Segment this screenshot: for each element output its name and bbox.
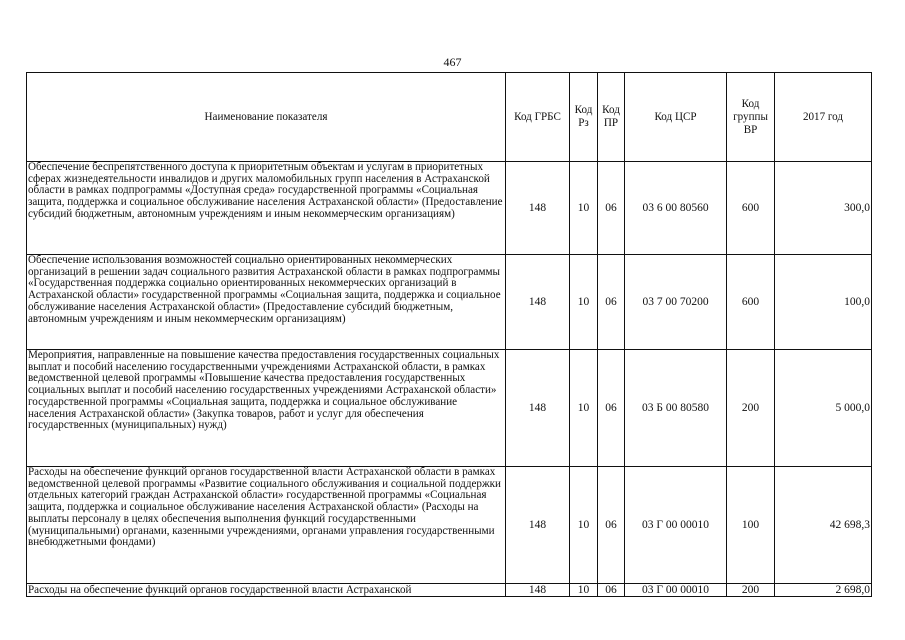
row-vr: 200 [727, 584, 775, 597]
row-amount: 5 000,0 [775, 350, 872, 467]
table-row [27, 162, 872, 255]
row-name: Обеспечение использования возможностей социально ориентированных некоммерческих организаций в решении задач социального развития Астраханской области в рамках подпрограммы «Государственная поддержка социально ориентированных некоммерческих организаций в Астраханской области» государственной программы «Социальная защита, поддержка и социальное обслуживание населения Астраханской области» (Предоставление субсидий бюджетным, автономным учреждениям и иным некоммерческим организациям) [27, 255, 506, 350]
table-row [27, 584, 872, 597]
row-csr: 03 Г 00 00010 [625, 467, 727, 584]
row-rz: 10 [570, 467, 598, 584]
row-amount: 100,0 [775, 255, 872, 350]
page-number: 467 [443, 55, 462, 69]
table-header-row [27, 73, 872, 162]
row-grbs: 148 [506, 255, 570, 350]
row-amount: 2 698,0 [775, 584, 872, 597]
row-amount: 300,0 [775, 162, 872, 255]
row-rz: 10 [570, 350, 598, 467]
row-vr: 200 [727, 350, 775, 467]
header-rz: Код Рз [570, 73, 598, 162]
row-vr: 600 [727, 255, 775, 350]
table-row [27, 350, 872, 467]
header-name: Наименование показателя [27, 73, 506, 162]
row-grbs: 148 [506, 162, 570, 255]
row-pr: 06 [598, 350, 625, 467]
row-csr: 03 Г 00 00010 [625, 584, 727, 597]
row-csr: 03 Б 00 80580 [625, 350, 727, 467]
row-csr: 03 7 00 70200 [625, 255, 727, 350]
row-pr: 06 [598, 162, 625, 255]
row-vr: 100 [727, 467, 775, 584]
row-grbs: 148 [506, 350, 570, 467]
row-rz: 10 [570, 584, 598, 597]
row-rz: 10 [570, 162, 598, 255]
budget-table [26, 72, 872, 597]
table-row [27, 255, 872, 350]
row-grbs: 148 [506, 584, 570, 597]
row-pr: 06 [598, 467, 625, 584]
row-name: Обеспечение беспрепятственного доступа к приоритетным объектам и услугам в приоритетных сферах жизнедеятельности инвалидов и других маломобильных групп населения в Астраханской области в рамках подпрограммы «Доступная среда» государственной программы «Социальная защита, поддержка и социальное обслуживание населения Астраханской области» (Предоставление субсидий бюджетным, автономным учреждениям и иным некоммерческим организациям) [27, 162, 506, 255]
row-rz: 10 [570, 255, 598, 350]
row-name: Расходы на обеспечение функций органов государственной власти Астраханской области в рамках ведомственной целевой программы «Развитие социального обслуживания и социальной поддержки отдельных категорий граждан Астраханской области» государственной программы «Социальная защита, поддержка и социальное обслуживание населения Астраханской области» (Расходы на выплаты персоналу в целях обеспечения выполнения функций государственными (муниципальными) органами, казенными учреждениями, органами управления государственными внебюджетными фондами) [27, 467, 506, 584]
table-row [27, 467, 872, 584]
row-amount: 42 698,3 [775, 467, 872, 584]
row-grbs: 148 [506, 467, 570, 584]
row-pr: 06 [598, 255, 625, 350]
header-pr: Код ПР [598, 73, 625, 162]
row-vr: 600 [727, 162, 775, 255]
row-pr: 06 [598, 584, 625, 597]
row-name: Расходы на обеспечение функций органов государственной власти Астраханской [27, 584, 506, 597]
row-name: Мероприятия, направленные на повышение качества предоставления государственных социальных выплат и пособий населению государственными учреждениями Астраханской области, в рамках ведомственной целевой программы «Повышение качества предоставления государственных социальных выплат и пособий населению государственных учреждениями Астраханской области» государственной программы «Социальная защита, поддержка и социальное обслуживание населения Астраханской области» (Закупка товаров, работ и услуг для обеспечения государственных (муниципальных) нужд) [27, 350, 506, 467]
header-year: 2017 год [775, 73, 872, 162]
header-grbs: Код ГРБС [506, 73, 570, 162]
header-vr: Код группы ВР [727, 73, 775, 162]
header-csr: Код ЦСР [625, 73, 727, 162]
row-csr: 03 6 00 80560 [625, 162, 727, 255]
